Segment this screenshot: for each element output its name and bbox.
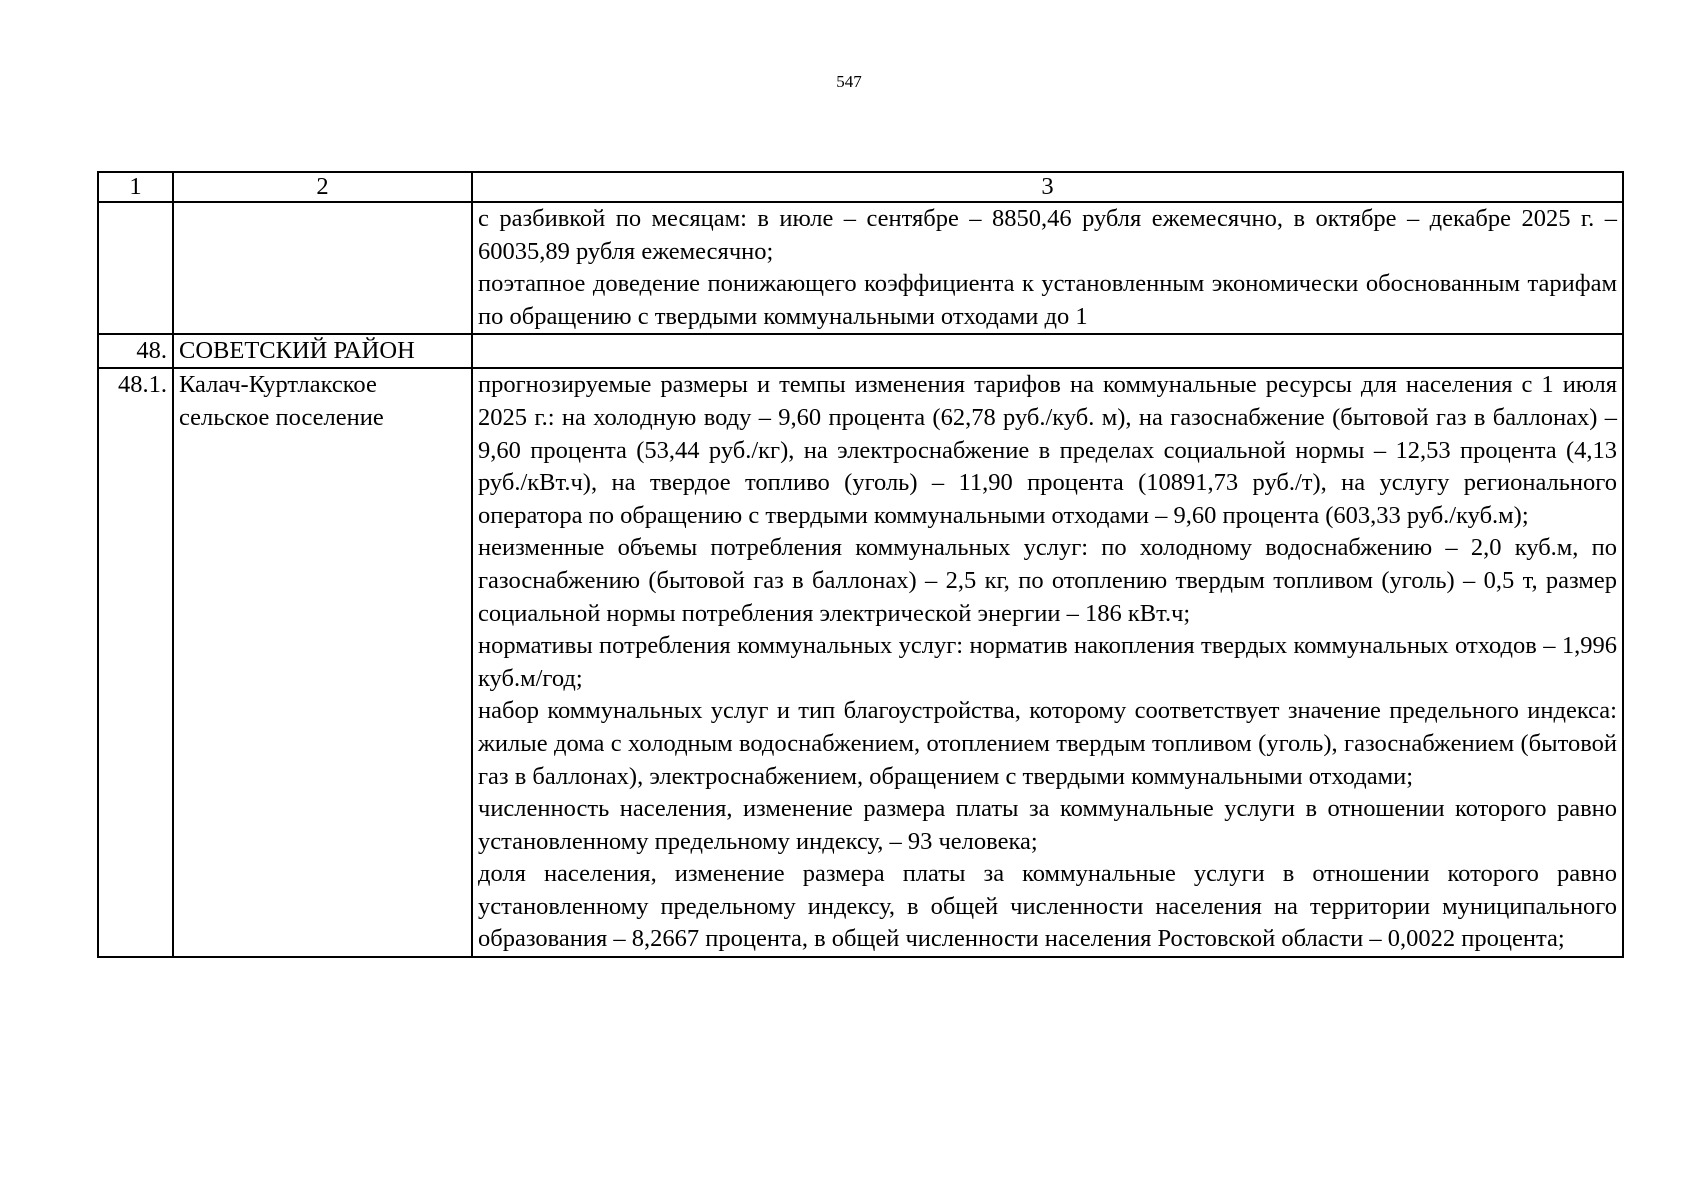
continuation-name-cell — [173, 202, 472, 334]
entry-paragraph: прогнозируемые размеры и темпы изменения тарифов на коммунальные ресурсы для населения с 1 июля 2025 г.: на холодную воду – 9,60 процента (62,78 руб./куб. м), на газоснабжение (бытовой газ в баллонах) – 9,60 процента (53,44 руб./кг), на электроснабжение в пределах социальной нормы – 12,53 процента (4,13 руб./кВт.ч), на твердое топливо (уголь) – 11,90 процента (10891,73 руб./т), на услугу регионального оператора по обращению с твердыми коммунальными отходами – 9,60 процента (603,33 руб./куб.м); — [478, 371, 1617, 529]
header-col-1: 1 — [98, 172, 173, 202]
continuation-paragraph: поэтапное доведение понижающего коэффициента к установленным экономически обоснованным тарифам по обращению с твердыми коммунальными отходами до 1 — [478, 270, 1617, 330]
header-col-3: 3 — [472, 172, 1623, 202]
continuation-number-cell — [98, 202, 173, 334]
entry-row — [98, 368, 1623, 957]
entry-paragraph: доля населения, изменение размера платы за коммунальные услуги в отношении которого равно установленному предельному индексу, в общей численности населения на территории муниципального образования – 8,2667 процента, в общей численности населения Ростовской области – 0,0022 процента; — [478, 860, 1617, 953]
entry-paragraph: набор коммунальных услуг и тип благоустройства, которому соответствует значение предельного индекса: жилые дома с холодным водоснабжением, отоплением твердым топливом (уголь), газоснабжением (бытовой газ в баллонах), электроснабжением, обращением с твердыми коммунальными отходами; — [478, 697, 1617, 790]
entry-name: Калач-Куртлакское сельское поселение — [173, 368, 472, 957]
entry-paragraph: численность населения, изменение размера платы за коммунальные услуги в отношении которого равно установленному предельному индексу, – 93 человека; — [478, 795, 1617, 855]
continuation-paragraph: с разбивкой по месяцам: в июле – сентябре – 8850,46 рубля ежемесячно, в октябре – декабре 2025 г. – 60035,89 рубля ежемесячно; — [478, 205, 1617, 265]
tariff-table — [97, 171, 1624, 958]
section-row — [98, 334, 1623, 368]
section-empty-cell — [472, 334, 1623, 368]
page-number: 547 — [836, 72, 862, 91]
entry-text-cell — [472, 368, 1623, 957]
table-header-row — [98, 172, 1623, 202]
entry-paragraph: нормативы потребления коммунальных услуг: норматив накопления твердых коммунальных отходов – 1,996 куб.м/год; — [478, 632, 1617, 692]
continuation-row — [98, 202, 1623, 334]
continuation-text-cell — [472, 202, 1623, 334]
entry-number: 48.1. — [98, 368, 173, 957]
section-name: СОВЕТСКИЙ РАЙОН — [173, 334, 472, 368]
header-col-2: 2 — [173, 172, 472, 202]
entry-paragraph: неизменные объемы потребления коммунальных услуг: по холодному водоснабжению – 2,0 куб.м, по газоснабжению (бытовой газ в баллонах) – 2,5 кг, по отоплению твердым топливом (уголь) – 0,5 т, размер социальной нормы потребления электрической энергии – 186 кВт.ч; — [478, 534, 1617, 627]
section-number: 48. — [98, 334, 173, 368]
